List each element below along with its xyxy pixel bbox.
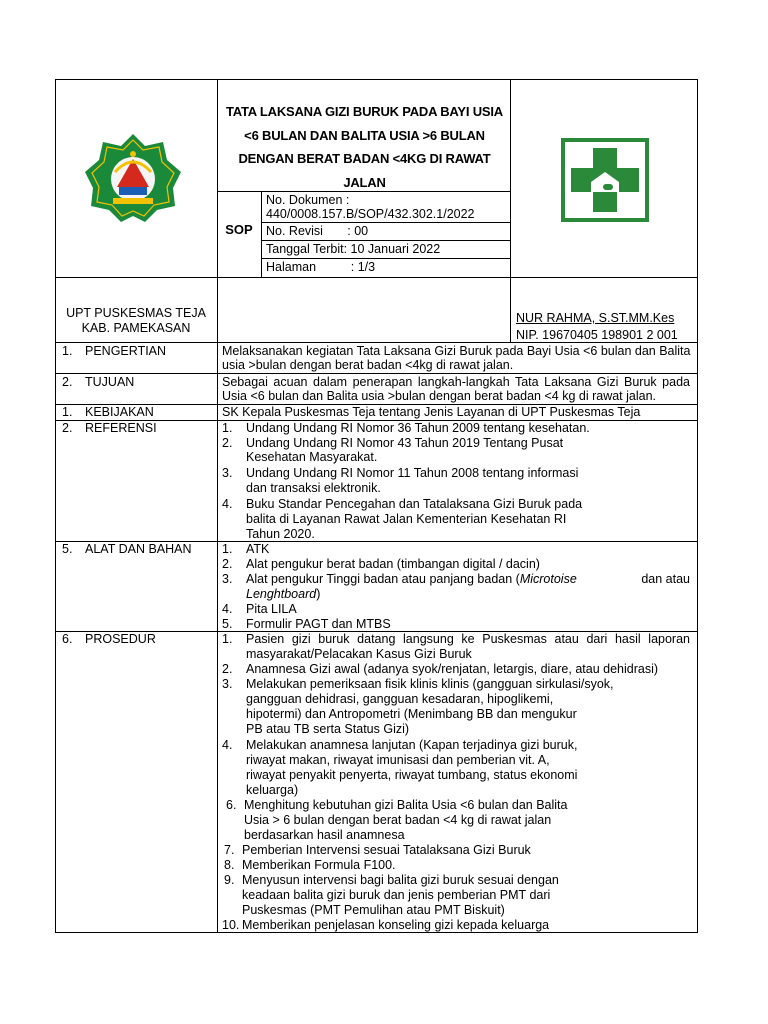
kabupaten-emblem-icon: [83, 132, 183, 227]
list-item: hipotermi) dan Antropometri (Menimbang BB dan mengukur: [246, 707, 577, 721]
list-item: keluarga): [246, 783, 299, 797]
list-item-number: 2.: [222, 436, 233, 450]
alat-item-3-italic-a: Microtoise: [519, 572, 577, 586]
list-item: PB atau TB serta Status Gizi): [246, 722, 410, 736]
section-label-tujuan: TUJUAN: [85, 375, 135, 389]
list-item-number: 1.: [222, 632, 233, 646]
grid-line: [55, 373, 698, 374]
list-item: gangguan dehidrasi, gangguan kesadaran, hipoglikemi,: [246, 692, 554, 706]
page-number: Halaman : 1/3: [266, 260, 376, 274]
doc-number-label: No. Dokumen :: [266, 193, 350, 207]
list-item-number: 1.: [222, 542, 233, 556]
list-item: Memberikan Formula F100.: [242, 858, 396, 872]
list-item: ATK: [246, 542, 270, 556]
list-item: Formulir PAGT dan MTBS: [246, 617, 391, 631]
grid-line: [217, 277, 218, 342]
alat-item-3-part-c: ): [316, 587, 321, 601]
list-item: Kesehatan Masyarakat.: [246, 450, 378, 464]
section-label-referensi: REFERENSI: [85, 421, 157, 435]
section-number: 2.: [62, 375, 73, 389]
org-name-line2: KAB. PAMEKASAN: [81, 321, 191, 335]
list-item-number: 9.: [224, 873, 235, 887]
list-item: Anamnesa Gizi awal (adanya syok/renjatan, letargis, diare, atau dehidrasi): [246, 662, 659, 676]
list-item-number: 3.: [222, 572, 233, 586]
list-item: Menghitung kebutuhan gizi Balita Usia <6 bulan dan Balita: [244, 798, 568, 812]
list-item: masyarakat/Pelacakan Kasus Gizi Buruk: [246, 647, 472, 661]
list-item: Buku Standar Pencegahan dan Tatalaksana Gizi Buruk pada: [246, 497, 583, 511]
issue-date: Tanggal Terbit: 10 Januari 2022: [266, 242, 441, 256]
list-item-number: 1.: [222, 421, 233, 435]
section-label-alat: ALAT DAN BAHAN: [85, 542, 192, 556]
grid-line: [261, 191, 262, 277]
list-item: keadaan balita gizi buruk dan jenis pemberian PMT dari: [242, 888, 551, 902]
list-item: Undang Undang RI Nomor 11 Tahun 2008 tentang informasi: [246, 466, 579, 480]
title-line-1: TATA LAKSANA GIZI BURUK PADA BAYI USIA: [226, 104, 503, 119]
list-item-number: 7.: [224, 843, 235, 857]
pengertian-line-2: usia >bulan dengan berat badan <4kg di rawat jalan.: [222, 358, 514, 372]
list-item-number: 4.: [222, 497, 233, 511]
signatory-name: NUR RAHMA, S.ST.MM.Kes: [516, 311, 675, 325]
section-label-prosedur: PROSEDUR: [85, 632, 156, 646]
sop-label: SOP: [225, 222, 253, 237]
list-item: balita di Layanan Rawat Jalan Kementerian Kesehatan RI: [246, 512, 567, 526]
section-number: 2.: [62, 421, 73, 435]
list-item: Undang Undang RI Nomor 36 Tahun 2009 tentang kesehatan.: [246, 421, 590, 435]
list-item: Pita LILA: [246, 602, 297, 616]
list-item: riwayat makan, riwayat imunisasi dan pemberian vit. A,: [246, 753, 550, 767]
section-number: 1.: [62, 344, 73, 358]
title-line-4: JALAN: [343, 174, 386, 190]
section-number: 6.: [62, 632, 73, 646]
list-item-number: 4.: [222, 738, 233, 752]
list-item: Usia > 6 bulan dengan berat badan <4 kg di rawat jalan: [244, 813, 552, 827]
list-item: riwayat penyakit penyerta, riwayat tumbang, status ekonomi: [246, 768, 578, 782]
list-item: Puskesmas (PMT Pemulihan atau PMT Biskuit): [242, 903, 505, 917]
list-item-number: 3.: [222, 677, 233, 691]
list-item: Melakukan pemeriksaan fisik klinis klinis (gangguan sirkulasi/syok,: [246, 677, 614, 691]
section-number: 5.: [62, 542, 73, 556]
grid-line: [261, 222, 510, 223]
list-item: Undang Undang RI Nomor 43 Tahun 2019 Tentang Pusat: [246, 436, 564, 450]
list-item: [246, 572, 690, 587]
section-number: 1.: [62, 405, 73, 419]
grid-line: [261, 258, 510, 259]
sop-title: [218, 100, 511, 194]
alat-item-3-italic-b: Lenghtboard: [246, 587, 317, 601]
list-item-number: 5.: [222, 617, 233, 631]
puskesmas-logo-icon: [561, 138, 649, 227]
alat-item-3-tail: dan atau: [637, 572, 690, 586]
list-item-number: 2.: [222, 662, 233, 676]
grid-line: [55, 277, 698, 278]
kebijakan-text: SK Kepala Puskesmas Teja tentang Jenis Layanan di UPT Puskesmas Teja: [222, 405, 641, 419]
title-line-2: <6 BULAN DAN BALITA USIA >6 BULAN: [244, 127, 485, 143]
grid-line: [261, 240, 510, 241]
list-item: Tahun 2020.: [246, 527, 315, 541]
list-item-number: 6.: [226, 798, 237, 812]
list-item-number: 10.: [222, 918, 240, 932]
revision-number: No. Revisi : 00: [266, 224, 369, 238]
signatory-nip: NIP. 19670405 198901 2 001: [516, 328, 678, 342]
list-item: Pasien gizi buruk datang langsung ke Puskesmas atau dari hasil laporan: [246, 632, 690, 646]
list-item: Melakukan anamnesa lanjutan (Kapan terjadinya gizi buruk,: [246, 738, 578, 752]
list-item: Menyusun intervensi bagi balita gizi buruk sesuai dengan: [242, 873, 559, 887]
list-item: dan transaksi elektronik.: [246, 481, 381, 495]
alat-item-3-part-a: Alat pengukur Tinggi badan atau panjang badan (: [246, 572, 520, 586]
list-item-continuation: [246, 587, 320, 602]
grid-line: [510, 277, 511, 342]
list-item: Alat pengukur berat badan (timbangan digital / dacin): [246, 557, 540, 571]
title-line-3: DENGAN BERAT BADAN <4KG DI RAWAT: [238, 151, 491, 166]
doc-number-value: 440/0008.157.B/SOP/432.302.1/2022: [266, 207, 475, 221]
section-label-kebijakan: KEBIJAKAN: [85, 405, 154, 419]
list-item: Pemberian Intervensi sesuai Tatalaksana Gizi Buruk: [242, 843, 531, 857]
list-item-number: 2.: [222, 557, 233, 571]
list-item-number: 4.: [222, 602, 233, 616]
org-name-line1: UPT PUSKESMAS TEJA: [66, 306, 206, 320]
list-item: berdasarkan hasil anamnesa: [244, 828, 405, 842]
tujuan-line-2: Usia <6 bulan dan Balita usia >bulan dengan berat badan <4 kg di rawat jalan.: [222, 389, 656, 403]
list-item-number: 8.: [224, 858, 235, 872]
tujuan-line-1: Sebagai acuan dalam penerapan langkah-langkah Tata Laksana Gizi Buruk pada: [222, 375, 690, 389]
grid-line: [217, 342, 218, 933]
list-item-number: 3.: [222, 466, 233, 480]
alat-item-3-text: [246, 572, 577, 587]
section-label-pengertian: PENGERTIAN: [85, 344, 167, 358]
pengertian-line-1: Melaksanakan kegiatan Tata Laksana Gizi Buruk pada Bayi Usia <6 bulan dan Balita: [222, 344, 691, 358]
list-item: Memberikan penjelasan konseling gizi kepada keluarga: [242, 918, 550, 932]
